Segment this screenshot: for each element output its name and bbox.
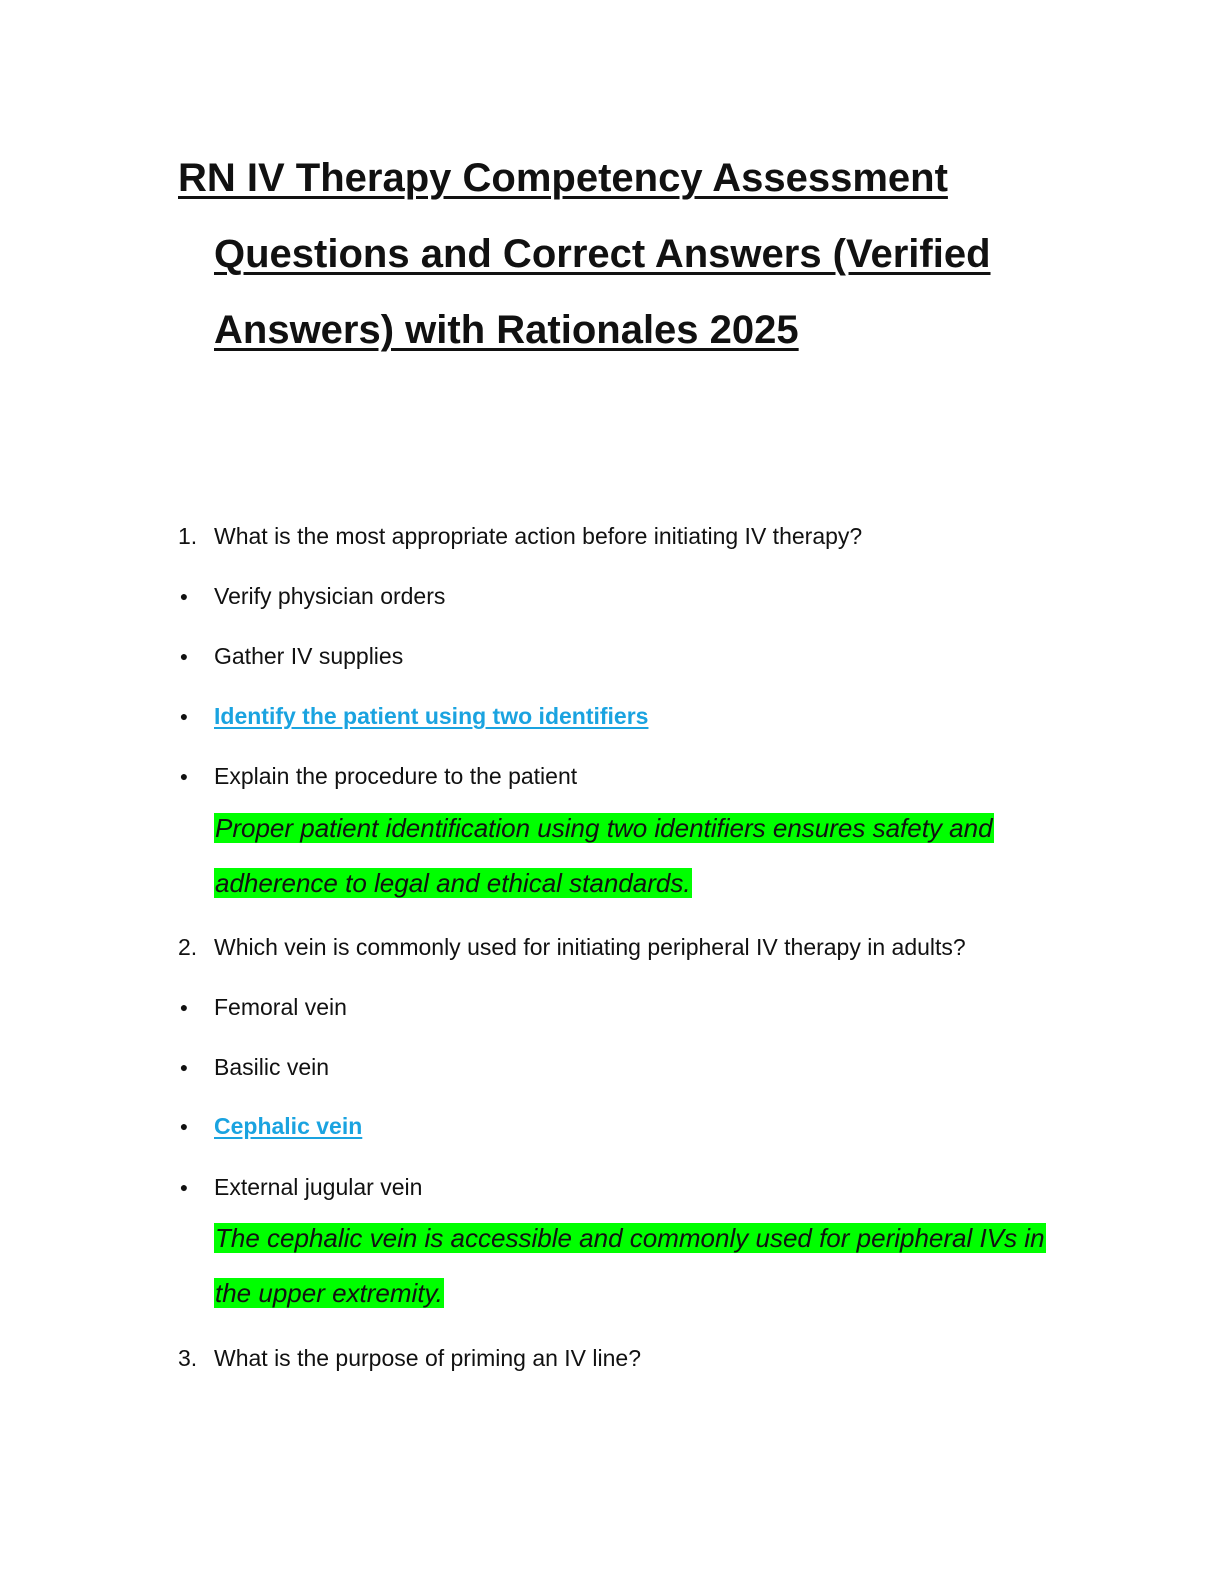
option-text: Gather IV supplies bbox=[214, 643, 404, 669]
question-text: What is the purpose of priming an IV line? bbox=[214, 1345, 642, 1371]
rationale-2-line-1 bbox=[214, 1220, 1046, 1256]
rationale-highlight: the upper extremity. bbox=[215, 1278, 443, 1308]
bullet-icon: ● bbox=[179, 999, 189, 1015]
title-line: Questions and Correct Answers (Verified bbox=[214, 232, 991, 276]
document-title bbox=[178, 140, 1078, 368]
question-number: 1. bbox=[178, 523, 198, 549]
bullet-icon: ● bbox=[179, 1118, 189, 1134]
correct-answer-text: Identify the patient using two identifiers bbox=[214, 703, 649, 729]
bullet-icon: ● bbox=[179, 1179, 189, 1195]
rationale-highlight: The cephalic vein is accessible and commonly used for peripheral IVs in bbox=[215, 1223, 1045, 1253]
bullet-icon: ● bbox=[179, 708, 189, 724]
option-text: Verify physician orders bbox=[214, 583, 446, 609]
option-text: Basilic vein bbox=[214, 1054, 330, 1080]
question-text: Which vein is commonly used for initiating peripheral IV therapy in adults? bbox=[214, 934, 966, 960]
question-number: 3. bbox=[178, 1345, 198, 1371]
correct-answer-text: Cephalic vein bbox=[214, 1113, 363, 1139]
option-text: External jugular vein bbox=[214, 1174, 423, 1200]
title-line: RN IV Therapy Competency Assessment bbox=[178, 156, 948, 200]
option-text: Femoral vein bbox=[214, 994, 347, 1020]
bullet-icon: ● bbox=[179, 648, 189, 664]
bullet-icon: ● bbox=[179, 588, 189, 604]
question-number: 2. bbox=[178, 934, 198, 960]
bullet-icon: ● bbox=[179, 768, 189, 784]
option-text: Explain the procedure to the patient bbox=[214, 763, 578, 789]
rationale-2-line-2 bbox=[214, 1275, 444, 1311]
rationale-1-line-1 bbox=[214, 810, 994, 846]
rationale-1-line-2 bbox=[214, 865, 692, 901]
title-line: Answers) with Rationales 2025 bbox=[214, 308, 799, 352]
question-text: What is the most appropriate action before initiating IV therapy? bbox=[214, 523, 863, 549]
rationale-highlight: adherence to legal and ethical standards. bbox=[215, 868, 691, 898]
rationale-highlight: Proper patient identification using two identifiers ensures safety and bbox=[215, 813, 993, 843]
bullet-icon: ● bbox=[179, 1059, 189, 1075]
